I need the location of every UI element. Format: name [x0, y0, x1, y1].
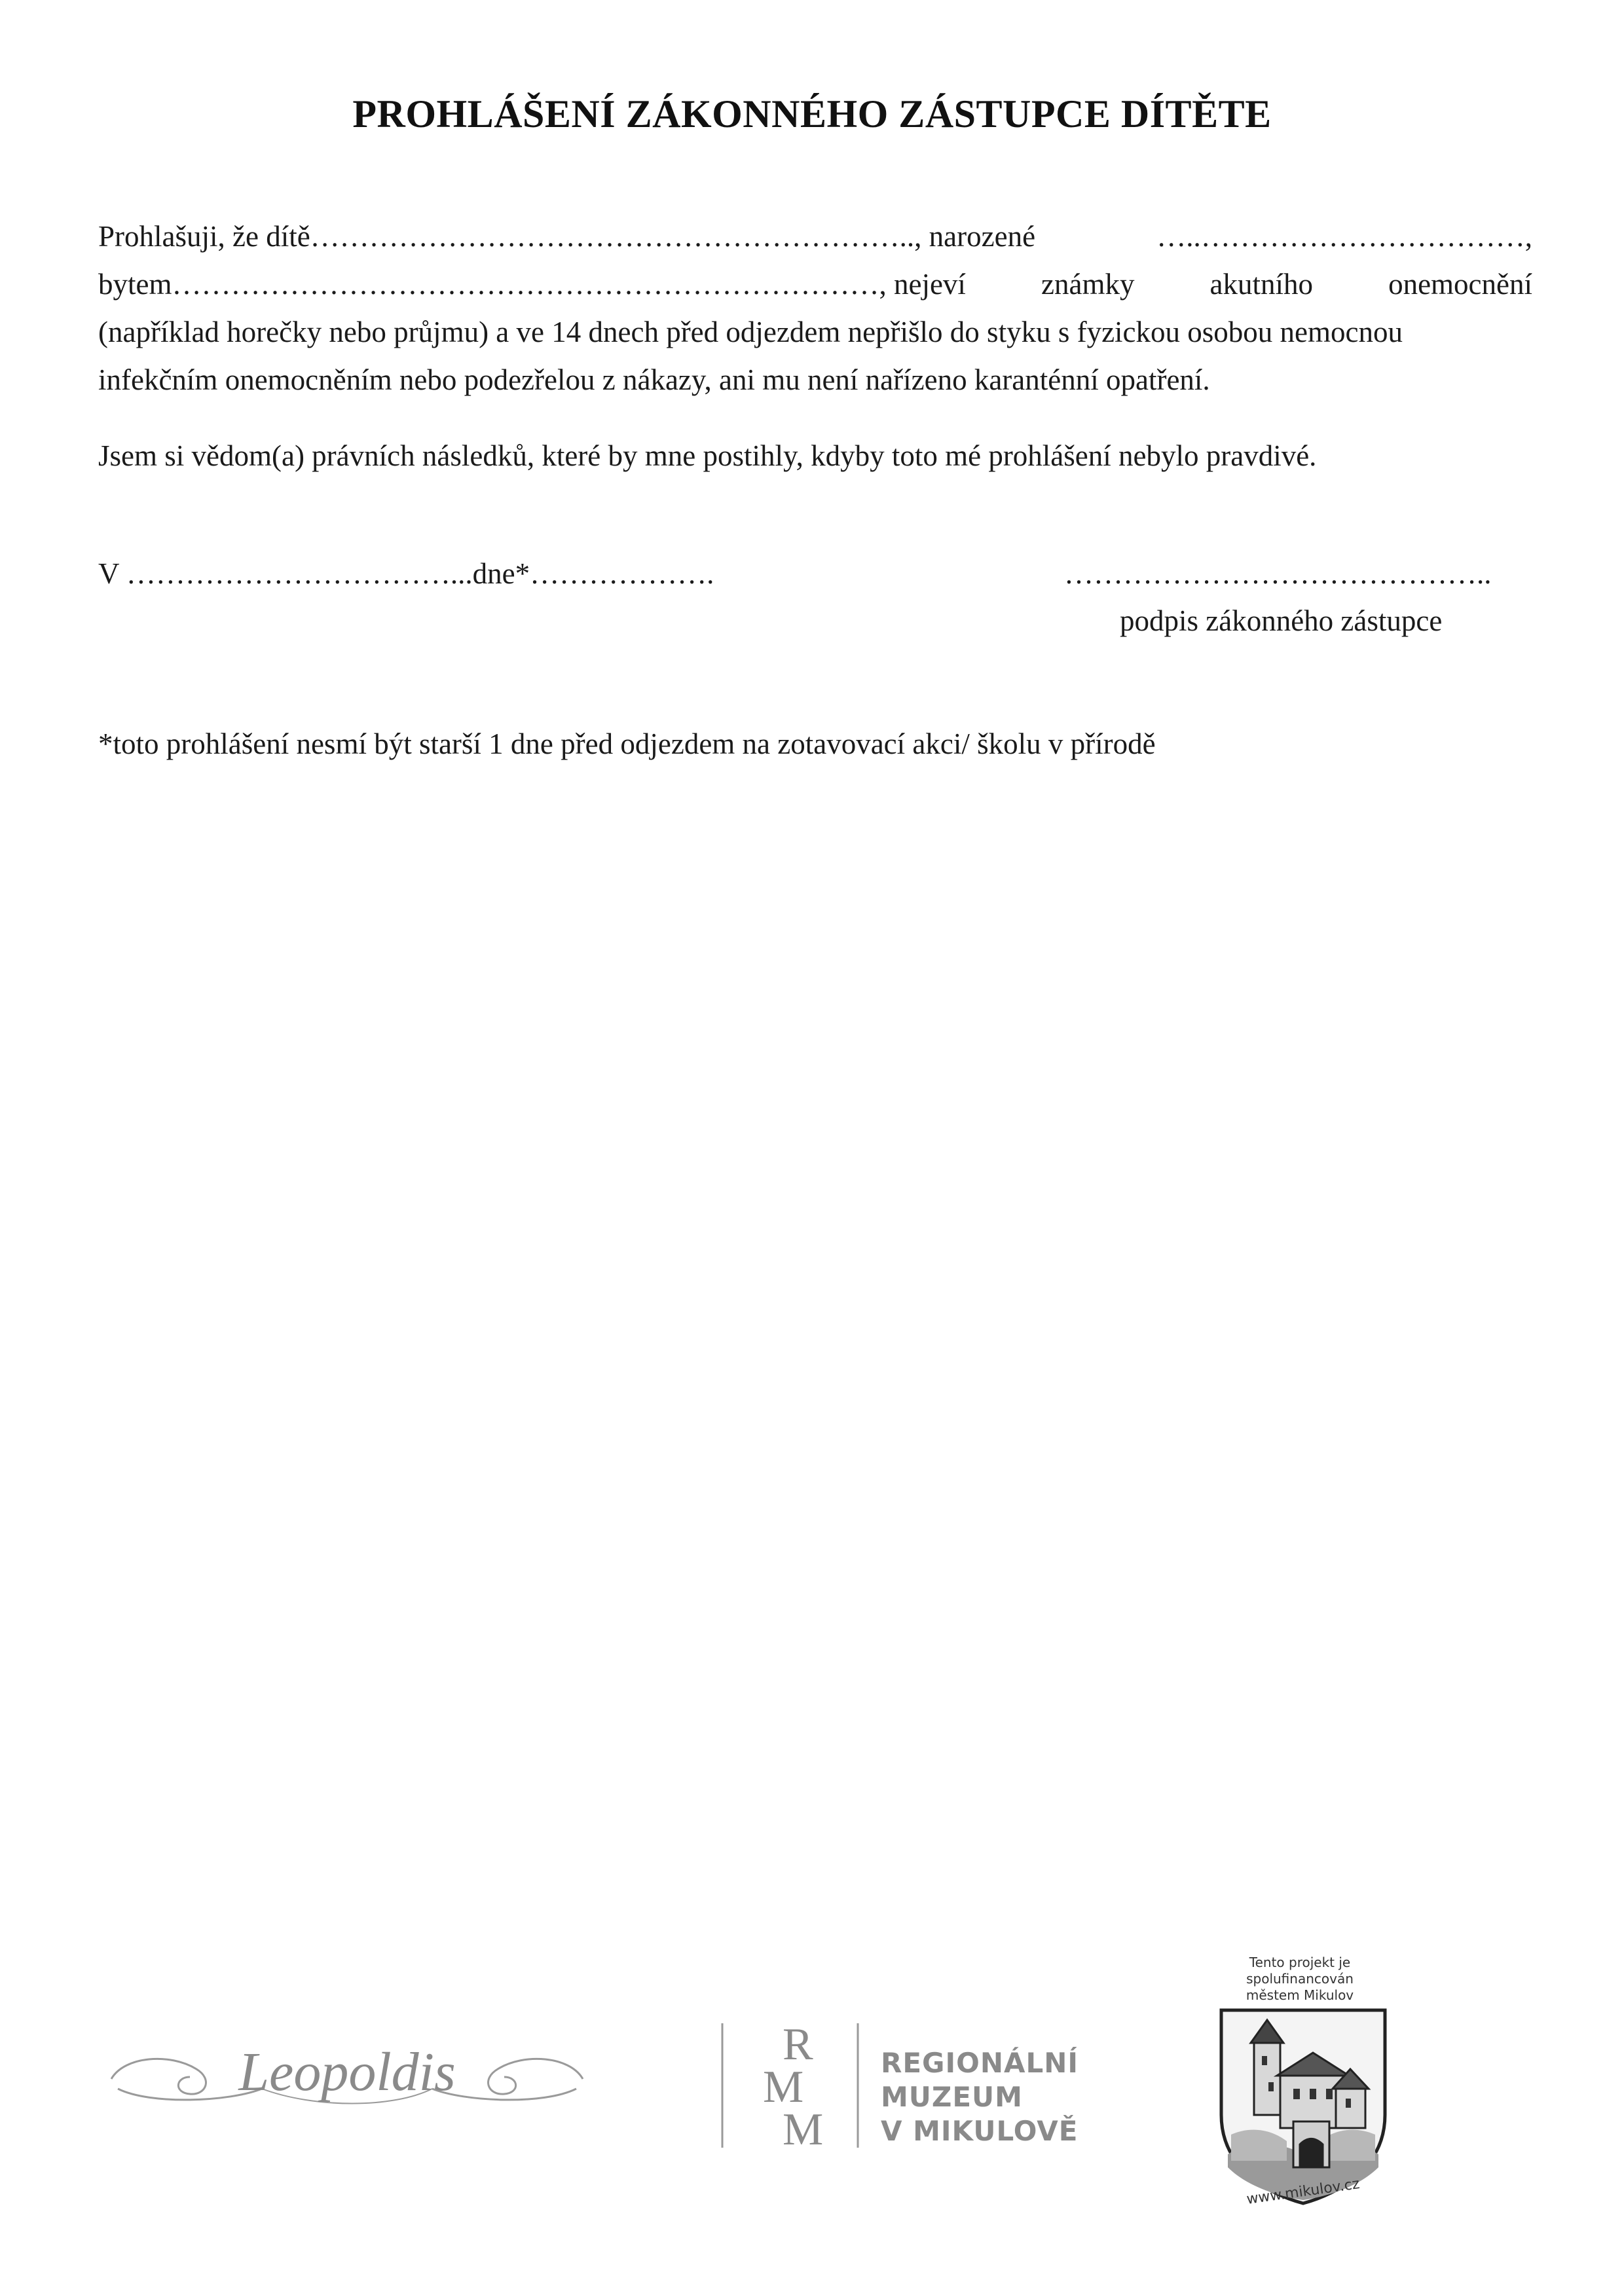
place-date-field: V ……………………………...dne*………………. — [98, 557, 714, 590]
declaration-line-3: (například horečky nebo průjmu) a ve 14 dnech před odjezdem nepřišlo do styku s fyzickou osobou nemocnou — [98, 316, 1403, 348]
rmm-line: MUZEUM — [881, 2081, 1023, 2113]
declaration-word: známky — [1041, 268, 1135, 301]
birth-date-field: …..……………………………, — [1156, 220, 1532, 253]
funding-line: spolufinancován — [1246, 1971, 1354, 1987]
consequences-paragraph: Jsem si vědom(a) právních následků, které by mne postihly, kdyby toto mé prohlášení nebylo pravdivé. — [98, 439, 1317, 472]
address-field: bytem………………………………………………………………, nejeví — [98, 268, 966, 301]
signature-label: podpis zákonného zástupce — [1120, 604, 1443, 637]
rmm-monogram-icon — [717, 2020, 874, 2151]
rmm-line: REGIONÁLNÍ — [881, 2047, 1079, 2079]
declaration-line-4: infekčním onemocněním nebo podezřelou z nákazy, ani mu není nařízeno karanténní opatření. — [98, 363, 1210, 396]
footnote: *toto prohlášení nesmí být starší 1 dne před odjezdem na zotavovací akci/ školu v přírodě — [98, 727, 1156, 760]
declaration-paragraph — [98, 213, 1532, 404]
leopoldis-logo — [98, 2017, 596, 2135]
rmm-wordmark — [881, 2046, 1079, 2148]
rmm-letter-r: R — [783, 2020, 813, 2070]
declaration-line-2 — [98, 261, 1532, 308]
funding-line: Tento projekt je — [1249, 1955, 1351, 1970]
declaration-line-1 — [98, 213, 1532, 261]
declaration-word: akutního — [1209, 268, 1313, 301]
mikulov-url: www.mikulov.cz — [1246, 2176, 1361, 2208]
rmm-letter-m: M — [763, 2062, 804, 2112]
page-title: PROHLÁŠENÍ ZÁKONNÉHO ZÁSTUPCE DÍTĚTE — [352, 92, 1272, 136]
declaration-word: onemocnění — [1388, 268, 1532, 301]
rmm-line: V MIKULOVĚ — [881, 2115, 1079, 2147]
mikulov-funding-note — [1205, 1955, 1395, 2004]
child-name-birth-field: Prohlašuji, že dítě…………………………………………………….., narozené — [98, 220, 1036, 253]
leopoldis-text: Leopoldis — [238, 2042, 456, 2102]
funding-line: městem Mikulov — [1246, 1987, 1354, 2003]
rmm-letter-m: M — [783, 2104, 824, 2151]
regional-museum-logo — [717, 2020, 1110, 2151]
signature-field: …………………………………….. — [1064, 557, 1492, 590]
